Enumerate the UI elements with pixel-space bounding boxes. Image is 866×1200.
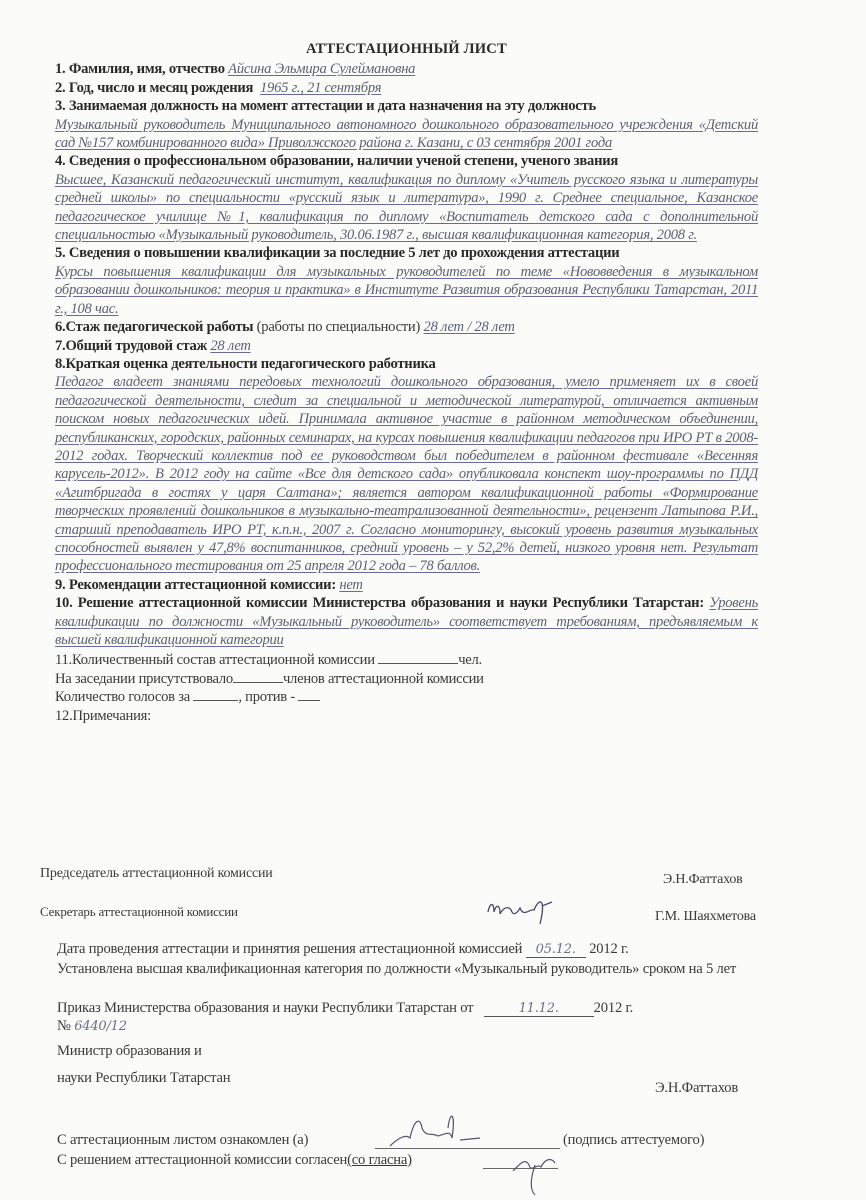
field-decision: 10. Решение аттестационной комиссии Министерства образования и науки Республики Татарстан: Уровень квалификации по должности «Музыкальный руководитель» соответствует требованиям, предъявляемым к высшей квалификационной категории [55,595,758,648]
commission-notes: 12.Примечания: [55,707,151,724]
full-name-value: Айсина Эльмира Сулеймановна [228,61,416,78]
commission-size: 11.Количественный состав аттестационной комиссии чел. [55,652,482,669]
birth-date-value: 1965 г., 21 сентября [259,79,382,96]
field-total-experience: 7.Общий трудовой стаж 28 лет [55,337,251,354]
field-education-label: 4. Сведения о профессиональном образовании, наличии ученой степени, ученого звания [55,153,619,170]
field-teaching-experience: 6.Стаж педагогической работы (работы по специальности) 28 лет / 28 лет [55,319,515,336]
category-text: Установлена высшая квалификационная категория по должности «Музыкальный руководитель» сроком на 5 лет [57,961,737,977]
familiar-label: С аттестационным листом ознакомлен (а) [57,1132,309,1148]
training-value: Курсы повышения квалификации для музыкальных руководителей по теме «Нововведения в музыкальном образовании дошкольников: теория и практика» в Институте Развития образования Республики Татарстан, 2011 г., 108 час. [55,263,758,317]
secretary-name: Г.М. Шаяхметова [655,909,756,924]
attestation-date-line: Дата проведения аттестации и принятия решения аттестационной комиссией 05.12. 2012 г. [57,941,629,957]
field-training-label: 5. Сведения о повышении квалификации за последние 5 лет до прохождения аттестации [55,245,620,262]
commission-votes: Количество голосов за , против - [55,688,758,706]
education-value: Высшее, Казанский педагогический институт, квалификация по диплому «Учитель русского языка и литературы средней школы» по специальности «русский язык и литература», 1990 г. Среднее специальное, Казанское педагогическое училище №1, квалификация по диплому «Воспитатель детского сада с дополнительной специальностью «Музыкальный руководитель, 30.06.1987 г., высшая квалификационная категория, 2008 г. [55,171,758,244]
decision-value: Уровень квалификации по должности «Музыкальный руководитель» соответствует требованиям, предъявляемым к высшей квалификационной категории [55,595,758,648]
minister-name: Э.Н.Фаттахов [655,1080,739,1096]
document-title: АТТЕСТАЦИОННЫЙ ЛИСТ [306,41,507,57]
field-recommendations: 9. Рекомендации аттестационной комиссии: нет [55,576,363,593]
field-position-label: 3. Занимаемая должность на момент аттестации и дата назначения на эту должность [55,98,596,115]
total-experience-value: 28 лет [210,337,251,354]
document-body [55,40,758,725]
agree-line: С решением аттестационной комиссии согласен(со гласна) [57,1152,412,1168]
agree-choice: (со гласна) [347,1152,412,1168]
chair-name: Э.Н.Фаттахов [663,872,743,887]
order-number-value: 6440/12 [74,1019,127,1034]
field-birth-date: 2. Год, число и месяц рождения 1965 г., 21 сентября [55,79,382,96]
attestation-date-value: 05.12. [526,942,586,958]
assessment-value: Педагог владеет знаниями передовых технологий дошкольного образования, умело применяет их в своей педагогической деятельности, следит за специальной и методической литературой, отличается активным поиском новых педагогических идей. Принимала активное участие в районном методическом объединении, республиканских, городских, районных семинарах, на курсах повышения квалификации педагогов при ИРО РТ в 2008-2012 годах. Творческий коллектив под ее руководством был победителем в районном фестивале «Весенняя карусель-2012». В 2012 году на сайте «Все для детского сада» опубликовала конспект шоу-программы по ПДД «Агитбригада в гостях у царя Салтана»; является автором квалификационной работы «Формирование творческих проявлений дошкольников в музыкально-театрализованной деятельности», рецензент Латыпова Р.И., старший преподаватель ИРО РТ, к.п.н., 2007 г. Согласно мониторингу, высокий уровень развития музыкальных способностей выявлен у 47,8% воспитанников, средний уровень – у 52,2% детей, низкого уровня нет. Результат профессионального тестирования от 25 апреля 2012 года – 78 баллов. [55,374,758,575]
present-count-blank[interactable] [233,670,283,683]
minister-title-2: науки Республики Татарстан [57,1070,231,1086]
order-number-line: № 6440/12 [57,1018,127,1034]
recommendations-value: нет [339,576,363,593]
signature-note: (подпись аттестуемого) [563,1132,705,1148]
order-line: Приказ Министерства образования и науки Республики Татарстан от 11.12. 2012 г. [57,1000,634,1016]
secretary-label: Секретарь аттестационной комиссии [40,904,238,919]
teaching-experience-value: 28 лет / 28 лет [423,319,515,336]
order-date-value: 11.12. [484,1001,594,1017]
field-assessment-label: 8.Краткая оценка деятельности педагогического работника [55,355,436,372]
votes-against-blank[interactable] [298,688,320,701]
agree-signature [505,1145,575,1200]
commission-present: На заседании присутствовало членов аттестационной комиссии [55,670,484,687]
secretary-signature [480,890,580,930]
commission-size-blank[interactable] [378,651,458,664]
chair-label: Председатель аттестационной комиссии [40,866,273,881]
position-value: Музыкальный руководитель Муниципального автономного дошкольного образовательного учреждения «Детский сад №157 комбинированного вида» Приволжского района г. Казани, с 03 сентября 2001 года [55,116,758,152]
votes-for-blank[interactable] [193,688,238,701]
field-full-name: 1. Фамилия, имя, отчество Айсина Эльмира Сулеймановна [55,61,416,78]
minister-title-1: Министр образования и [57,1043,202,1059]
